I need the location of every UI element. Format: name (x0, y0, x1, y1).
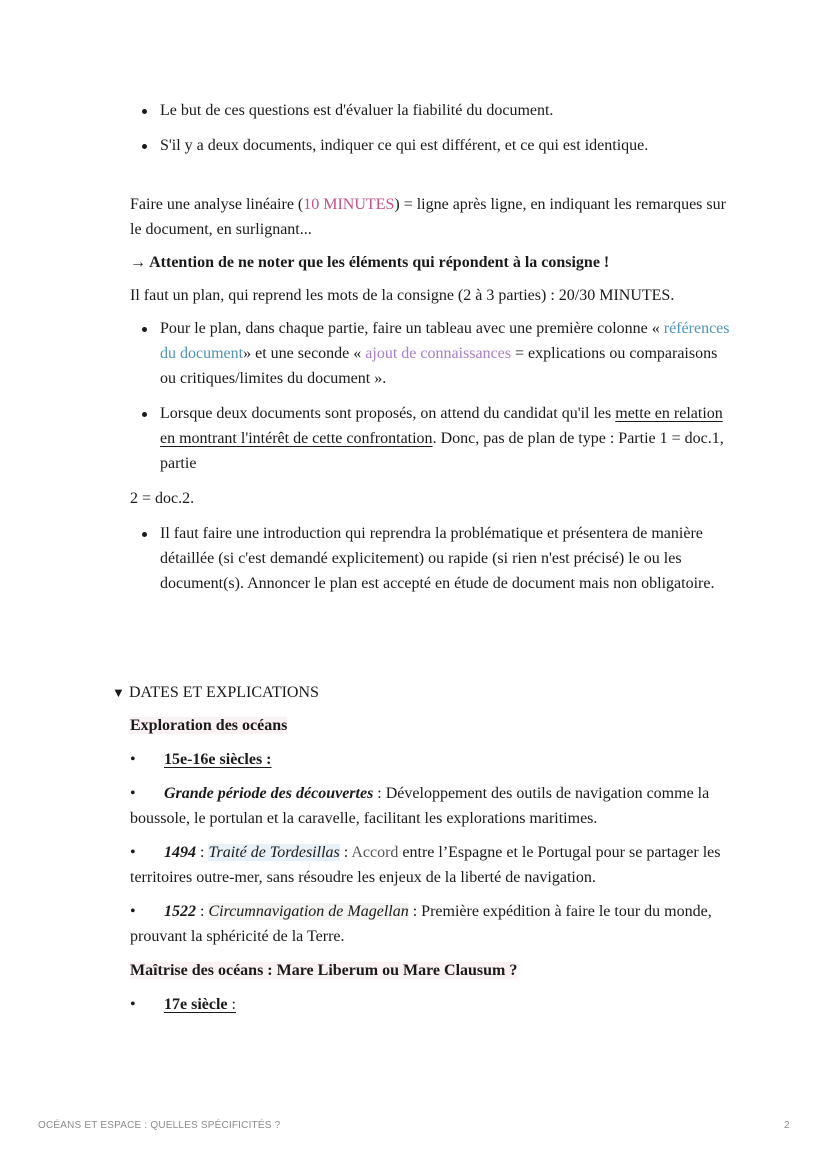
item-text: : Développement des outils de navigation comme la boussole, le portulan et la caravelle, facilitant les explorations maritimes. (130, 785, 710, 827)
attention-note: → Attention de ne noter que les éléments qui répondent à la consigne ! (130, 254, 610, 271)
continuation-text: 2 = doc.2. (130, 490, 195, 507)
footer-title: OCÉANS ET ESPACE : QUELLES SPÉCIFICITÉS ? (38, 1120, 281, 1131)
analyse-paragraph (130, 192, 730, 242)
period-label: 15e-16e siècles : (164, 751, 272, 768)
item-text: : Première expédition à faire le tour du monde, prouvant la sphéricité de la Terre. (130, 903, 712, 945)
item-text: . Donc, pas de plan de type : Partie 1 = doc.1, partie (160, 430, 724, 472)
date-item (130, 781, 730, 831)
list-item: S'il y a deux documents, indiquer ce qui est différent, et ce qui est identique. (130, 133, 730, 158)
separator: : (196, 844, 209, 861)
separator: : (339, 844, 352, 861)
bullet: • (130, 996, 136, 1013)
ajout-highlight: ajout de connaissances (365, 345, 512, 362)
list-item (130, 401, 730, 476)
date-item (130, 899, 730, 949)
period-line (130, 992, 730, 1017)
section-heading (130, 713, 730, 738)
bullet: • (130, 785, 136, 802)
main-content (130, 98, 730, 606)
item-title: Circumnavigation de Magellan (208, 903, 409, 920)
plan-list (130, 316, 730, 476)
item-title: Grande période des découvertes (164, 785, 374, 802)
separator: : (196, 903, 209, 920)
dates-section (130, 713, 730, 1026)
underlined-text: mette en relation en montrant l'intérêt de cette confrontation (160, 405, 723, 447)
section-heading (130, 958, 730, 983)
toggle-label: DATES ET EXPLICATIONS (129, 684, 319, 701)
item-title: Traité de Tordesillas (208, 844, 340, 861)
item-text: Pour le plan, dans chaque partie, faire un tableau avec une première colonne « (160, 320, 664, 337)
page-number: 2 (784, 1120, 790, 1131)
analyse-suffix: ) = ligne après ligne, en indiquant les remarques sur le document, en surlignant... (130, 196, 726, 238)
dates-toggle[interactable] (112, 680, 319, 705)
bullet: • (130, 751, 136, 768)
accord-word: Accord (351, 844, 399, 861)
item-text: entre l’Espagne et le Portugal pour se partager les territoires outre-mer, sans résoudre les enjeux de la liberté de navigation. (130, 844, 721, 886)
item-text: » et une seconde « (243, 345, 366, 362)
references-highlight: références du document (160, 320, 730, 362)
item-text: = explications ou comparaisons ou critiques/limites du document ». (160, 345, 718, 387)
triangle-down-icon[interactable]: ▼ (112, 685, 125, 700)
period-suffix: : (227, 996, 236, 1013)
analyse-prefix: Faire une analyse linéaire ( (130, 196, 304, 213)
bullet: • (130, 844, 136, 861)
period-label: 17e siècle (164, 996, 228, 1013)
item-year: 1522 (164, 903, 196, 920)
period-line (130, 747, 730, 772)
analyse-time: 10 MINUTES (303, 196, 395, 213)
heading-maitrise: Maîtrise des océans : Mare Liberum ou Mare Clausum ? (130, 962, 518, 979)
plan-paragraph: Il faut un plan, qui reprend les mots de la consigne (2 à 3 parties) : 20/30 MINUTES. (130, 287, 675, 304)
bullet: • (130, 903, 136, 920)
list-item: Le but de ces questions est d'évaluer la fiabilité du document. (130, 98, 730, 123)
date-item (130, 840, 730, 890)
item-text: Lorsque deux documents sont proposés, on attend du candidat qu'il les (160, 405, 616, 422)
list-item (130, 316, 730, 391)
list-item: Il faut faire une introduction qui reprendra la problématique et présentera de manière détaillée (si c'est demandé explicitement) ou rapide (si rien n'est précisé) le ou les document(s). Annoncer le plan est accepté en étude de document mais non obligatoire. (130, 521, 730, 596)
item-year: 1494 (164, 844, 196, 861)
questions-list (130, 98, 730, 158)
heading-exploration: Exploration des océans (130, 717, 288, 734)
intro-list (130, 521, 730, 596)
